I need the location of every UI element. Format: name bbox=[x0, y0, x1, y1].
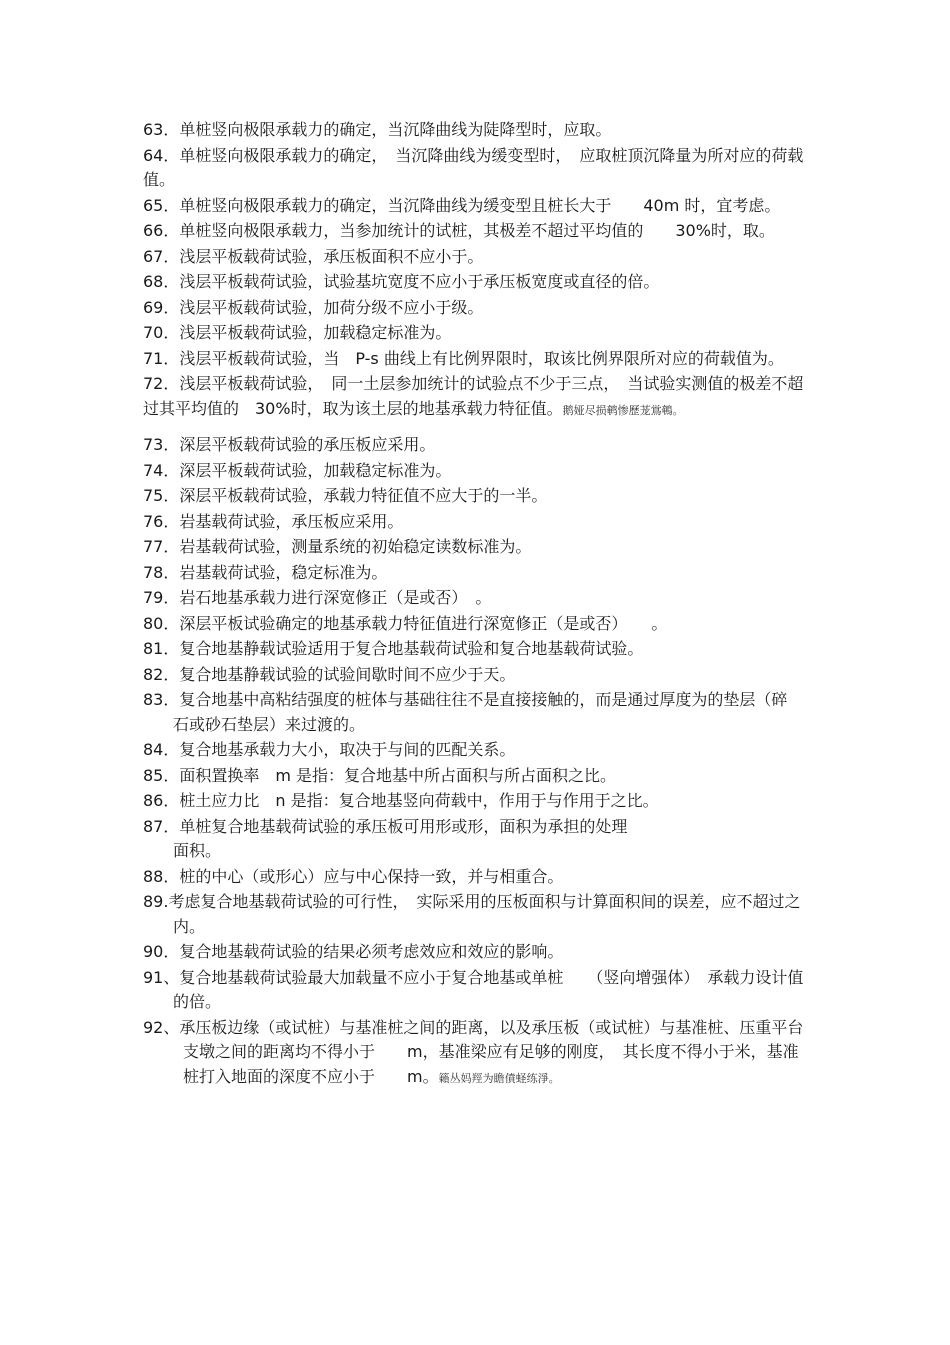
question-90: 90．复合地基载荷试验的结果必须考虑效应和效应的影响。 bbox=[143, 942, 564, 961]
question-66: 66．单桩竖向极限承载力，当参加统计的试桩，其极差不超过平均值的 30%时，取。 bbox=[143, 221, 775, 240]
question-92-note: 籟丛妈羥为瞻僨蛏练淨。 bbox=[438, 1071, 560, 1085]
question-82: 82．复合地基静载试验的试验间歇时间不应少于天。 bbox=[143, 664, 516, 684]
question-78: 78．岩基载荷试验，稳定标准为。 bbox=[143, 562, 388, 582]
question-83: 83．复合地基中高粘结强度的桩体与基础往往不是直接接触的，而是通过厚度为的垫层（碎石或砂石垫层）来过渡的。 bbox=[143, 690, 788, 734]
question-64: 64．单桩竖向极限承载力的确定， 当沉降曲线为缓变型时， 应取桩顶沉降量为所对应的荷载值。 bbox=[143, 145, 804, 189]
question-91: 91、复合地基载荷试验最大加载量不应小于复合地基或单桩 （竖向增强体） 承载力设计值的倍。 bbox=[143, 967, 804, 1011]
question-84: 84．复合地基承载力大小，取决于与间的匹配关系。 bbox=[143, 740, 516, 759]
question-88: 88．桩的中心（或形心）应与中心保持一致，并与相重合。 bbox=[143, 866, 564, 886]
question-77: 77．岩基载荷试验，测量系统的初始稳定读数标准为。 bbox=[143, 537, 532, 556]
question-86: 86．桩土应力比 n 是指：复合地基竖向荷载中，作用于与作用于之比。 bbox=[143, 791, 659, 810]
question-68: 68．浅层平板载荷试验，试验基坑宽度不应小于承压板宽度或直径的倍。 bbox=[143, 272, 660, 291]
question-65: 65．单桩竖向极限承载力的确定，当沉降曲线为缓变型且桩长大于 40m 时，宜考虑。 bbox=[143, 195, 781, 215]
question-75: 75．深层平板载荷试验，承载力特征值不应大于的一半。 bbox=[143, 486, 548, 505]
question-89: 89.考虑复合地基载荷试验的可行性， 实际采用的压板面积与计算面积间的误差，应不超过之内。 bbox=[143, 892, 801, 936]
question-85: 85．面积置换率 m 是指：复合地基中所占面积与所占面积之比。 bbox=[143, 765, 617, 785]
question-80: 80．深层平板试验确定的地基承载力特征值进行深宽修正（是或否） 。 bbox=[143, 613, 668, 633]
question-70: 70．浅层平板载荷试验，加载稳定标准为。 bbox=[143, 323, 452, 342]
question-74: 74．深层平板载荷试验，加载稳定标准为。 bbox=[143, 460, 452, 480]
question-76: 76．岩基载荷试验，承压板应采用。 bbox=[143, 511, 404, 531]
question-73: 73．深层平板载荷试验的承压板应采用。 bbox=[143, 435, 436, 454]
question-87: 87．单桩复合地基载荷试验的承压板可用形或形，面积为承担的处理面积。 bbox=[143, 816, 628, 860]
question-92: 92、承压板边缘（或试桩）与基准桩之间的距离，以及承压板（或试桩）与基准桩、压重平台支墩之间的距离均不得小于 m，基准梁应有足够的刚度， 其长度不得小于米，基准桩打入地面的深度不应小于 m。籟丛妈羥为瞻僨蛏练淨。 bbox=[143, 1017, 804, 1086]
question-71: 71．浅层平板载荷试验，当 P-s 曲线上有比例界限时，取该比例界限所对应的荷载值为。 bbox=[143, 348, 784, 368]
question-69: 69．浅层平板载荷试验，加荷分级不应小于级。 bbox=[143, 297, 484, 317]
question-81: 81．复合地基静载试验适用于复合地基载荷试验和复合地基载荷试验。 bbox=[143, 639, 644, 658]
question-list bbox=[143, 118, 808, 1092]
question-67: 67．浅层平板载荷试验，承压板面积不应小于。 bbox=[143, 246, 484, 266]
question-72-note: 鹅娅尽损鹌惨歷茏鴬鵪。 bbox=[562, 403, 684, 417]
question-72: 72．浅层平板载荷试验， 同一土层参加统计的试验点不少于三点， 当试验实测值的极差不超过其平均值的 30%时，取为该土层的地基承载力特征值。鹅娅尽损鹌惨歷茏鴬鵪。 bbox=[143, 374, 804, 418]
question-79: 79．岩石地基承载力进行深宽修正（是或否） 。 bbox=[143, 588, 492, 607]
question-63: 63．单桩竖向极限承载力的确定，当沉降曲线为陡降型时，应取。 bbox=[143, 120, 612, 139]
